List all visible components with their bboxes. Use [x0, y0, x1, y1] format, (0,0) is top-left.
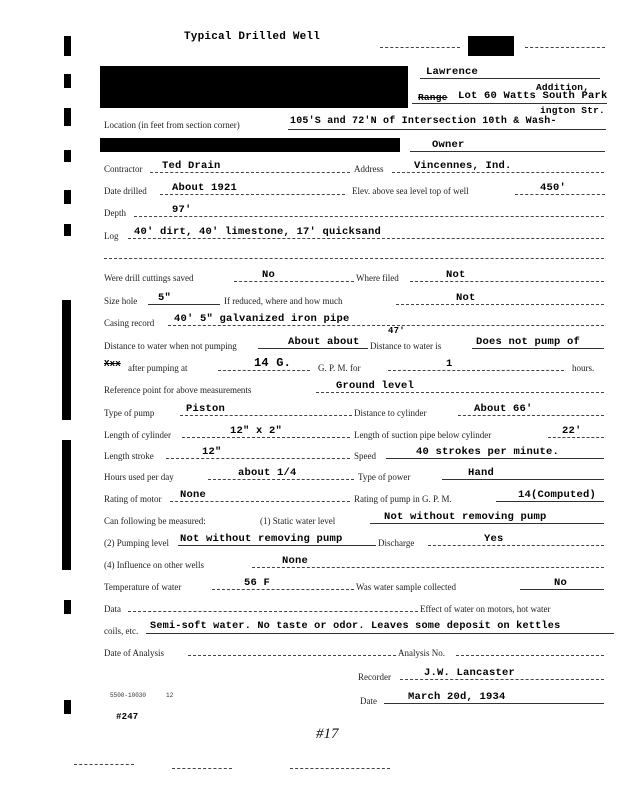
- binder-mark: [62, 440, 71, 570]
- form-code: 5500-10030: [110, 692, 147, 699]
- hours-label: hours.: [572, 363, 595, 373]
- cuttings-label: Were drill cuttings saved: [104, 273, 194, 283]
- page-title: Typical Drilled Well: [184, 31, 321, 43]
- data-label: Data: [104, 604, 121, 614]
- effect-value: Semi-soft water. No taste or odor. Leaves some deposit on kettles: [150, 621, 561, 632]
- after-pumping-label: after pumping at: [128, 363, 188, 373]
- motor-label: Rating of motor: [104, 494, 162, 504]
- page-mark: #17: [316, 726, 339, 742]
- contractor-value: Ted Drain: [162, 160, 221, 172]
- speed-label: Speed: [354, 451, 376, 461]
- can-measure-label: Can following be measured:: [104, 516, 206, 526]
- depth-label: Depth: [104, 208, 126, 218]
- cylinder-distance-value: About 66': [474, 403, 533, 415]
- temperature-label: Temperature of water: [104, 582, 182, 592]
- analysis-no-label: Analysis No.: [398, 648, 445, 658]
- sample-value: No: [554, 577, 568, 589]
- casing-label: Casing record: [104, 318, 155, 328]
- binder-mark: [64, 190, 71, 204]
- cylinder-length-value: 12" x 2": [230, 425, 283, 437]
- hole-value: 5": [158, 292, 172, 304]
- pump-type-value: Piston: [186, 403, 226, 415]
- coils-label: coils, etc.: [104, 626, 139, 636]
- pumping-level-label: (2) Pumping level: [104, 538, 169, 548]
- contractor-label: Contractor: [104, 164, 143, 174]
- addition-value: Addition,: [536, 82, 590, 93]
- influence-label: (4) Influence on other wells: [104, 560, 204, 570]
- cylinder-distance-label: Distance to cylinder: [354, 408, 427, 418]
- location-value: 105'S and 72'N of Intersection 10th & Wash-: [290, 116, 557, 127]
- power-label: Type of power: [358, 472, 411, 482]
- not-pumping-label: Distance to water when not pumping: [104, 341, 237, 351]
- lot-value: Lot 60 Watts South Park: [458, 90, 608, 102]
- hours-per-day-value: about 1/4: [238, 467, 297, 479]
- redaction-box: [100, 66, 408, 108]
- discharge-value: Yes: [484, 533, 504, 545]
- binder-mark: [62, 300, 71, 420]
- stroke-label: Length stroke: [104, 451, 154, 461]
- depth-value: 97': [172, 204, 192, 216]
- pumping-label: Distance to water is: [370, 341, 442, 351]
- pumping-value: Does not pump of: [476, 336, 581, 348]
- owner-label: Owner: [432, 139, 465, 151]
- reference-label: Reference point for above measurements: [104, 385, 252, 395]
- effect-label: Effect of water on motors, hot water: [420, 604, 551, 614]
- pump-type-label: Type of pump: [104, 408, 155, 418]
- pumping-level-value: Not without removing pump: [180, 533, 343, 545]
- static-level-value: Not without removing pump: [384, 511, 547, 523]
- sample-label: Was water sample collected: [356, 582, 456, 592]
- reference-value: Ground level: [336, 380, 415, 392]
- binder-mark: [64, 600, 71, 614]
- address-label: Address: [354, 164, 384, 174]
- drilled-value: About 1921: [172, 182, 238, 194]
- form-code-b: 12: [166, 692, 174, 699]
- gpm-label: G. P. M. for: [318, 363, 361, 373]
- struck-text: Xxx: [104, 359, 121, 369]
- reduced-label: If reduced, where and how much: [224, 296, 343, 306]
- hole-label: Size hole: [104, 296, 138, 306]
- redaction-box: [468, 36, 514, 56]
- rate-value: 14 G.: [254, 356, 292, 370]
- power-value: Hand: [468, 467, 495, 479]
- date-value: March 20d, 1934: [408, 691, 506, 703]
- motor-value: None: [180, 489, 207, 501]
- discharge-label: Discharge: [378, 538, 415, 548]
- log-label: Log: [104, 231, 119, 241]
- elevation-value: 450': [540, 182, 567, 194]
- note-47: 47': [388, 326, 405, 336]
- rating-label: Rating of pump in G. P. M.: [354, 494, 452, 504]
- address-value: Vincennes, Ind.: [414, 160, 512, 172]
- drilled-label: Date drilled: [104, 186, 147, 196]
- binder-mark: [64, 108, 71, 126]
- binder-mark: [64, 74, 71, 88]
- analysis-date-label: Date of Analysis: [104, 648, 164, 658]
- speed-value: 40 strokes per minute.: [416, 446, 560, 458]
- street-fragment: ington Str.: [540, 105, 605, 116]
- log-value: 40' dirt, 40' limestone, 17' quicksand: [134, 226, 382, 238]
- cylinder-length-label: Length of cylinder: [104, 430, 171, 440]
- filed-value: Not: [446, 269, 466, 281]
- hours-per-day-label: Hours used per day: [104, 472, 174, 482]
- temperature-value: 56 F: [244, 577, 271, 589]
- location-label: Location (in feet from section corner): [104, 120, 240, 130]
- suction-label: Length of suction pipe below cylinder: [354, 430, 492, 440]
- influence-value: None: [282, 555, 309, 567]
- binder-mark: [64, 700, 71, 714]
- redaction-box: [100, 138, 400, 152]
- not-pumping-value: About about: [288, 336, 360, 348]
- recorder-label: Recorder: [358, 672, 391, 682]
- cuttings-value: No: [262, 269, 276, 281]
- stroke-value: 12": [202, 446, 222, 458]
- binder-mark: [64, 224, 71, 236]
- struck-range: Range: [418, 92, 448, 103]
- suction-value: 22': [562, 425, 582, 437]
- stamp-number: #247: [116, 712, 139, 722]
- elevation-label: Elev. above sea level top of well: [352, 186, 469, 196]
- reduced-value: Not: [456, 292, 476, 304]
- static-level-label: (1) Static water level: [260, 516, 336, 526]
- rating-value: 14(Computed): [518, 489, 597, 501]
- hours-value: 1: [446, 358, 453, 370]
- recorder-value: J.W. Lancaster: [424, 667, 516, 679]
- binder-mark: [64, 150, 71, 162]
- county-value: Lawrence: [426, 66, 479, 78]
- binder-mark: [64, 36, 71, 56]
- casing-value: 40' 5" galvanized iron pipe: [174, 313, 350, 325]
- filed-label: Where filed: [356, 273, 399, 283]
- date-label: Date: [360, 696, 377, 706]
